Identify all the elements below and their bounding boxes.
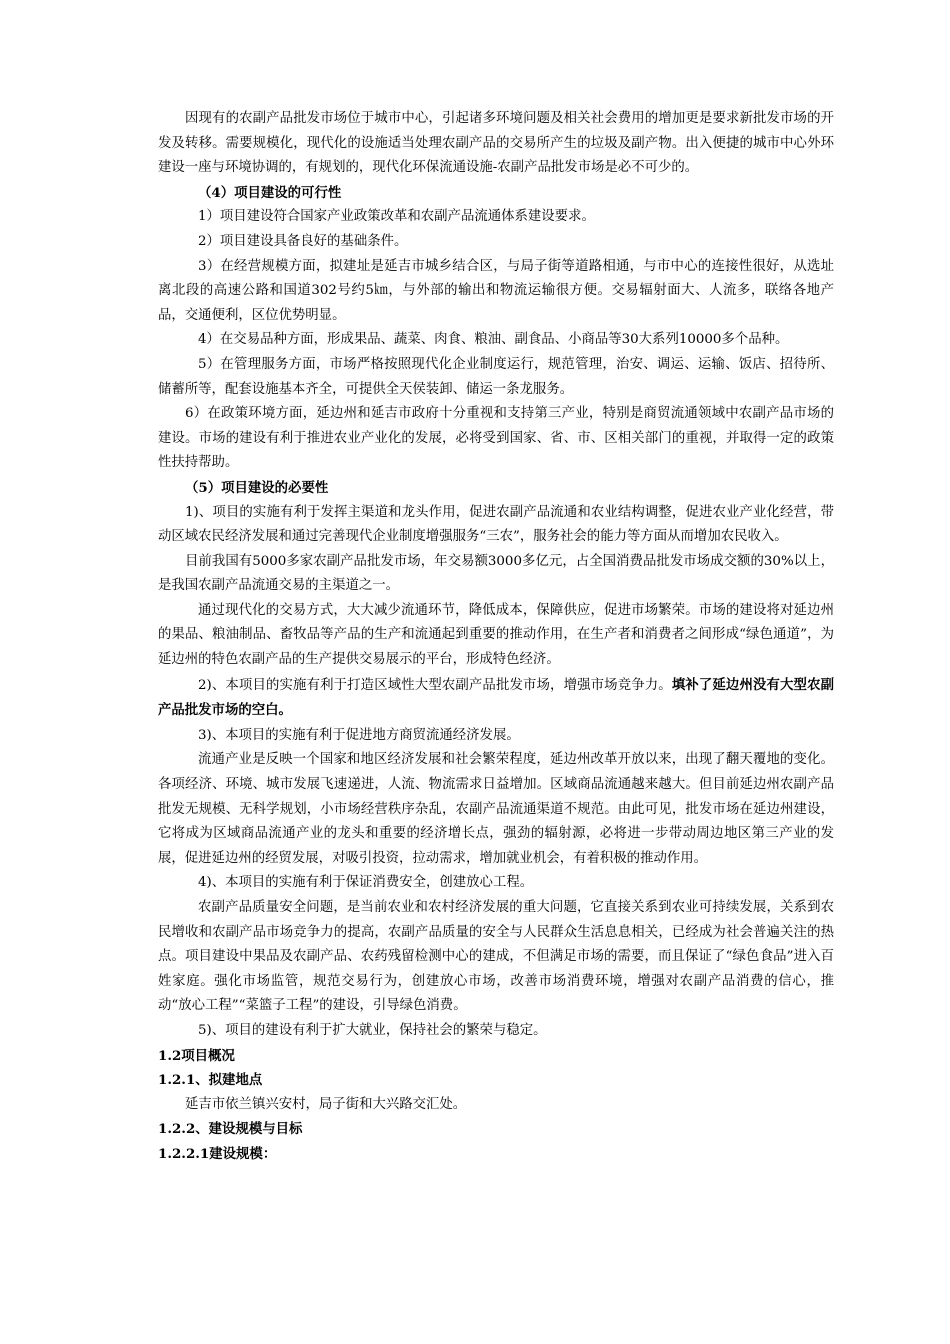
paragraph-intro: 因现有的农副产品批发市场位于城市中心，引起诸多环境问题及相关社会费用的增加更是要求新批发市场的开发及转移。需要规模化，现代化的设施适当处理农副产品的交易所产生的垃圾及副产物。出入便捷的城市中心外环建设一座与环境协调的，有规划的，现代化环保流通设施-农副产品批发市场是必不可少的。 [158, 111, 834, 176]
location-text: 延吉市依兰镇兴安村，局子街和大兴路交汇处。 [185, 1096, 467, 1112]
section-heading-1-2-2-1: 1.2.2.1建设规模： [158, 1145, 277, 1162]
heading-feasibility: （4）项目建设的可行性 [198, 184, 342, 201]
necessity-item-2 [158, 673, 834, 724]
feasibility-item-2: 2）项目建设具备良好的基础条件。 [198, 233, 408, 249]
document-page [158, 107, 834, 1167]
heading-necessity: （5）项目建设的必要性 [185, 479, 329, 496]
feasibility-item-5: 5）在管理服务方面，市场严格按照现代化企业制度运行，规范管理，治安、调运、运输、饭店、招待所、储蓄所等，配套设施基本齐全，可提供全天侯装卸、储运一条龙服务。 [158, 356, 834, 397]
feasibility-item-6: 6）在政策环境方面，延边州和延吉市政府十分重视和支持第三产业，特别是商贸流通领域中农副产品市场的建设。市场的建设有利于推进农业产业化的发展，必将受到国家、省、市、区相关部门的重视，并取得一定的政策性扶持帮助。 [158, 406, 834, 471]
necessity-item-2-emphasis: 填补了延边州没有大型农副产品批发市场的空白。 [158, 676, 835, 719]
necessity-item-3-detail: 流通产业是反映一个国家和地区经济发展和社会繁荣程度，延边州改革开放以来，出现了翻天覆地的变化。各项经济、环境、城市发展飞速递进，人流、物流需求日益增加。区域商品流通越来越大。但目前延边州农副产品批发无规模、无科学规划，小市场经营秩序杂乱，农副产品流通渠道不规范。由此可见，批发市场在延边州建设，它将成为区域商品流通产业的龙头和重要的经济增长点，强劲的辐射源，必将进一步带动周边地区第三产业的发展，促进延边州的经贸发展，对吸引投资，拉动需求，增加就业机会，有着积极的推动作用。 [158, 752, 834, 866]
section-heading-1-2-2: 1.2.2、建设规模与目标 [158, 1121, 303, 1138]
feasibility-item-4: 4）在交易品种方面，形成果品、蔬菜、肉食、粮油、副食品、小商品等30大系列10000多个品种。 [198, 332, 789, 348]
necessity-item-1-detail-2: 通过现代化的交易方式，大大减少流通环节，降低成本，保障供应，促进市场繁荣。市场的建设将对延边州的果品、粮油制品、畜牧品等产品的生产和流通起到重要的推动作用，在生产者和消费者之间形成“绿色通道”，为延边州的特色农副产品的生产提供交易展示的平台，形成特色经济。 [158, 602, 834, 668]
necessity-item-2-text: 2)、本项目的实施有利于打造区域性大型农副产品批发市场，增强市场竞争力。 [198, 677, 672, 693]
section-heading-1-2-1: 1.2.1、拟建地点 [158, 1072, 263, 1089]
feasibility-item-1: 1）项目建设符合国家产业政策改革和农副产品流通体系建设要求。 [198, 209, 595, 225]
necessity-item-4: 4)、本项目的实施有利于保证消费安全，创建放心工程。 [198, 875, 534, 891]
necessity-item-3: 3)、本项目的实施有利于促进地方商贸流通经济发展。 [198, 727, 520, 743]
necessity-item-1-detail: 目前我国有5000多家农副产品批发市场，年交易额3000多亿元，占全国消费品批发市场成交额的30%以上，是我国农副产品流通交易的主渠道之一。 [158, 553, 834, 594]
section-heading-1-2: 1.2项目概况 [158, 1047, 235, 1064]
necessity-item-5: 5)、项目的建设有利于扩大就业，保持社会的繁荣与稳定。 [198, 1022, 547, 1038]
necessity-item-1: 1)、项目的实施有利于发挥主渠道和龙头作用，促进农副产品流通和农业结构调整，促进农业产业化经营，带动区域农民经济发展和通过完善现代企业制度增强服务“三农”，服务社会的能力等方面从而增加农民收入。 [158, 504, 834, 545]
necessity-item-4-detail: 农副产品质量安全问题，是当前农业和农村经济发展的重大问题，它直接关系到农业可持续发展，关系到农民增收和农副产品市场竞争力的提高，农副产品质量的安全与人民群众生活息息相关，已经成为社会普遍关注的热点。项目建设中果品及农副产品、农药残留检测中心的建成，不但满足市场的需要，而且保证了“绿色食品”进入百姓家庭。强化市场监管，规范交易行为，创建放心市场，改善市场消费环境，增强对农副产品消费的信心，推动“放心工程”“菜篮子工程”的建设，引导绿色消费。 [158, 900, 834, 1014]
feasibility-item-3: 3）在经营规模方面，拟建址是延吉市城乡结合区，与局子街等道路相通，与市中心的连接性很好，从选址离北段的高速公路和国道302号约5㎞，与外部的输出和物流运输很方便。交易辐射面大、人流多，联络各地产品，交通便利，区位优势明显。 [158, 258, 834, 323]
